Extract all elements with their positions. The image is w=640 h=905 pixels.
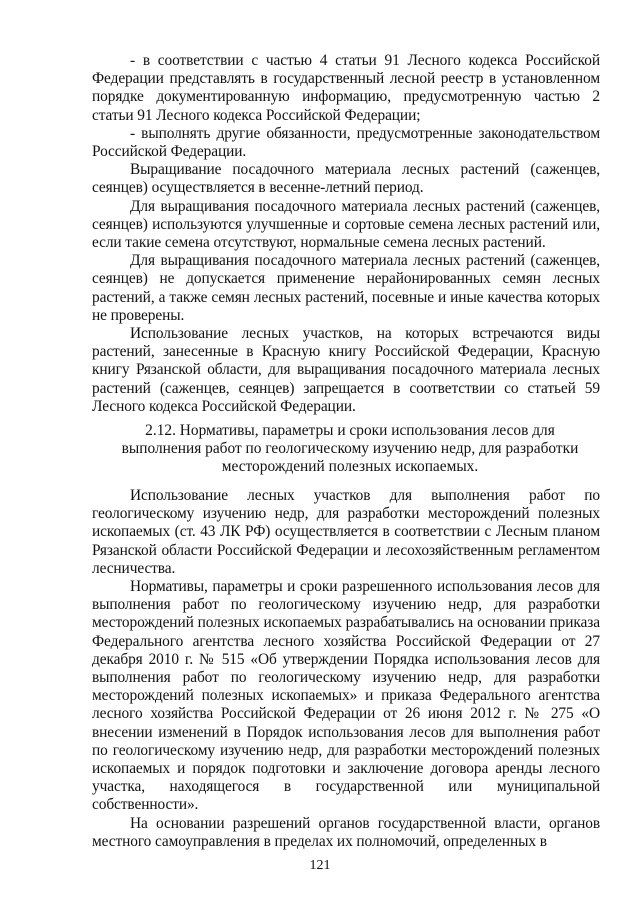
document-body-top	[92, 52, 600, 416]
paragraph-seed-types: Для выращивания посадочного материала лесных растений (саженцев, сеянцев) используются улучшенные и сортовые семена лесных растений или, если такие семена отсутствуют, нормальные семена лесных растений.	[92, 197, 600, 252]
document-body-bottom	[92, 487, 600, 851]
paragraph-other-duties: - выполнять другие обязанности, предусмотренные законодательством Российской Федерации.	[92, 124, 600, 161]
paragraph-authorities-basis: На основании разрешений органов государственной власти, органов местного самоуправления в пределах их полномочий, определенных в	[92, 814, 600, 850]
paragraph-red-book-prohibition: Использование лесных участков, на которых встречаются виды растений, занесенные в Красную книгу Российской Федерации, Красную книгу Рязанской области, для выращивания посадочного материала лесных растений (саженцев, сеянцев) запрещается в соответствии со статьей 59 Лесного кодекса Российской Федерации.	[92, 325, 600, 415]
page-number: 121	[309, 858, 331, 873]
paragraph-seed-restrictions: Для выращивания посадочного материала лесных растений (саженцев, сеянцев) не допускается применение нерайонированных семян лесных растений, а также семян лесных растений, посевные и иные качества которых не проверены.	[92, 252, 600, 324]
paragraph-geological-use: Использование лесных участков для выполнения работ по геологическому изучению недр, для разработки месторождений полезных ископаемых (ст. 43 ЛК РФ) осуществляется в соответствии с Лесным планом Рязанской области Российской Федерации и лесохозяйственным регламентом лесничества.	[92, 487, 600, 577]
paragraph-norms-orders: Нормативы, параметры и сроки разрешенного использования лесов для выполнения работ по геологическому изучению недр, для разработки месторождений полезных ископаемых разрабатывались на основании приказа Федерального агентства лесного хозяйства Российской Федерации от 27 декабря 2010 г. № 515 «Об утверждении Порядка использования лесов для выполнения работ по геологическому изучению недр, для разработки месторождений полезных ископаемых» и приказа Федерального агентства лесного хозяйства Российской Федерации от 26 июня 2012 г. № 275 «О внесении изменений в Порядок использования лесов для выполнения работ по геологическому изучению недр, для разработки месторождений полезных ископаемых и порядок подготовки и заключение договора аренды лесного участка, находящегося в государственной или муниципальной собственности».	[92, 578, 600, 814]
paragraph-growing-period: Выращивание посадочного материала лесных растений (саженцев, сеянцев) осуществляется в весенне-летний период.	[92, 161, 600, 197]
section-heading: 2.12. Нормативы, параметры и сроки использования лесов для выполнения работ по геологическому изучению недр, для разработки месторождений полезных ископаемых.	[121, 422, 579, 476]
paragraph-duty-forest-registry: - в соответствии с частью 4 статьи 91 Лесного кодекса Российской Федерации представлять в государственный лесной реестр в установленном порядке документированную информацию, предусмотренную частью 2 статьи 91 Лесного кодекса Российской Федерации;	[92, 52, 600, 124]
